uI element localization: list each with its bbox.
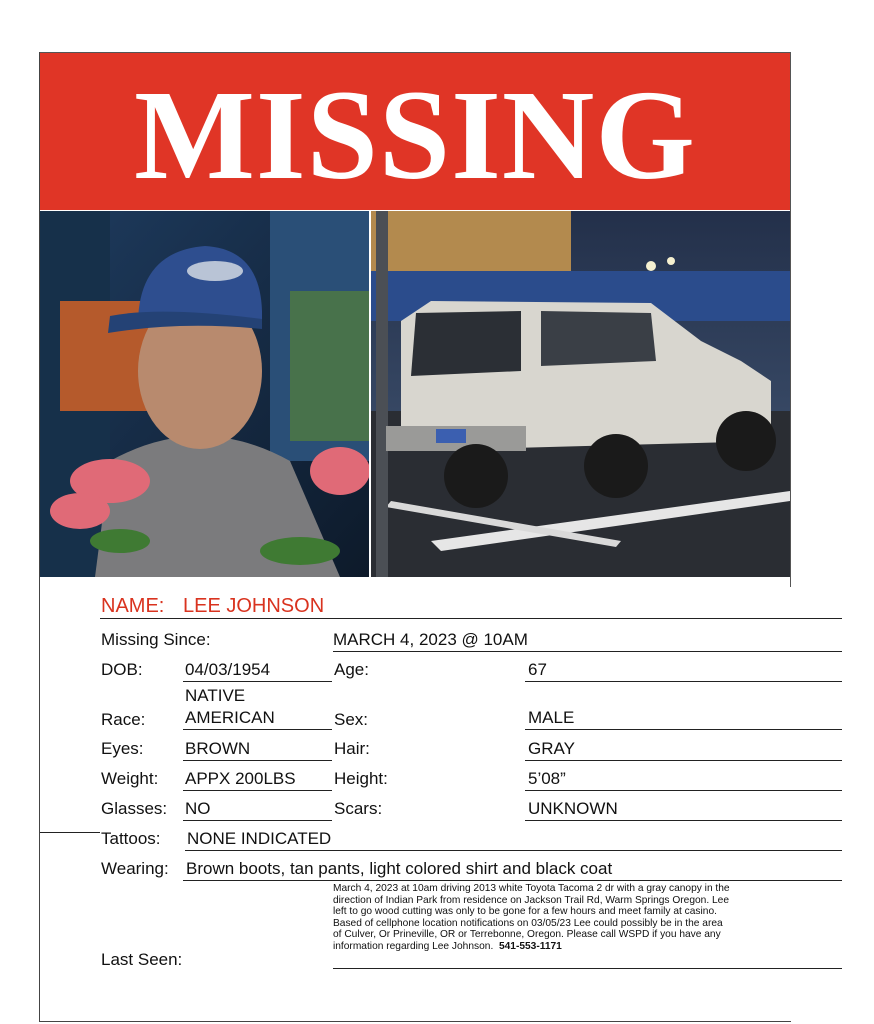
name-underline <box>100 618 842 619</box>
eyes-underline <box>183 760 332 761</box>
age-label: Age: <box>334 660 369 679</box>
missing-since-label: Missing Since: <box>101 630 211 649</box>
wearing-underline <box>183 880 842 881</box>
name-label: NAME: <box>101 595 165 617</box>
dob-value: 04/03/1954 <box>185 660 271 679</box>
last-seen-line-2: direction of Indian Park from residence on Jackson Trail Rd, Warm Springs Oregon. Lee <box>333 894 729 906</box>
page-border-right <box>790 52 791 587</box>
hair-underline <box>525 760 842 761</box>
margin-tick-line <box>40 832 100 833</box>
wearing-label: Wearing: <box>101 859 169 878</box>
banner-title: MISSING <box>134 63 696 206</box>
weight-underline <box>183 790 332 791</box>
person-photo-image <box>40 211 369 577</box>
tattoos-value: NONE INDICATED <box>187 829 332 848</box>
sex-value: MALE <box>528 708 575 727</box>
contact-phone: 541-553-1171 <box>498 940 562 952</box>
tattoos-underline <box>185 850 842 851</box>
last-seen-label: Last Seen: <box>101 950 183 969</box>
missing-since-underline <box>333 651 842 652</box>
vehicle-photo-image <box>371 211 790 577</box>
name-value: LEE JOHNSON <box>183 595 325 617</box>
last-seen-line-3: left to go wood cutting was only to be gone for a few hours and meet family at casino. <box>333 906 717 918</box>
sex-label: Sex: <box>334 710 369 729</box>
sex-underline <box>525 729 842 730</box>
scars-label: Scars: <box>334 799 383 818</box>
race-value-line1: NATIVE <box>185 686 246 705</box>
hair-value: GRAY <box>528 739 575 758</box>
glasses-label: Glasses: <box>101 799 168 818</box>
last-seen-line-6 <box>333 941 843 953</box>
last-seen-line-4: Based of cellphone location notifications on 03/05/23 Lee could possibly be in the area <box>333 917 723 929</box>
last-seen-description <box>333 883 843 953</box>
race-value-line2: AMERICAN <box>185 708 275 727</box>
missing-banner <box>40 53 790 210</box>
weight-value: APPX 200LBS <box>185 769 296 788</box>
age-value: 67 <box>528 660 547 679</box>
hair-label: Hair: <box>334 739 370 758</box>
glasses-value: NO <box>185 799 211 818</box>
height-value: 5’08” <box>528 769 566 788</box>
eyes-value: BROWN <box>185 739 251 758</box>
last-seen-line-1: March 4, 2023 at 10am driving 2013 white Toyota Tacoma 2 dr with a gray canopy in the <box>333 883 730 894</box>
tattoos-label: Tattoos: <box>101 829 161 848</box>
last-seen-line-6-text: information regarding Lee Johnson. <box>333 940 494 952</box>
last-seen-underline <box>333 968 842 969</box>
race-underline <box>183 729 332 730</box>
wearing-value: Brown boots, tan pants, light colored shirt and black coat <box>186 859 613 878</box>
dob-label: DOB: <box>101 660 143 679</box>
vehicle-photo <box>371 211 790 577</box>
height-underline <box>525 790 842 791</box>
dob-underline <box>183 681 332 682</box>
age-underline <box>525 681 842 682</box>
person-photo <box>40 211 369 577</box>
missing-since-value: MARCH 4, 2023 @ 10AM <box>333 630 528 649</box>
eyes-label: Eyes: <box>101 739 144 758</box>
page-border-bottom <box>39 1021 791 1022</box>
race-label: Race: <box>101 710 146 729</box>
glasses-underline <box>183 820 332 821</box>
weight-label: Weight: <box>101 769 159 788</box>
scars-underline <box>525 820 842 821</box>
height-label: Height: <box>334 769 388 788</box>
last-seen-line-5: of Culver, Or Prineville, OR or Terrebonne, Oregon. Please call WSPD if you have any <box>333 929 721 941</box>
scars-value: UNKNOWN <box>528 799 618 818</box>
